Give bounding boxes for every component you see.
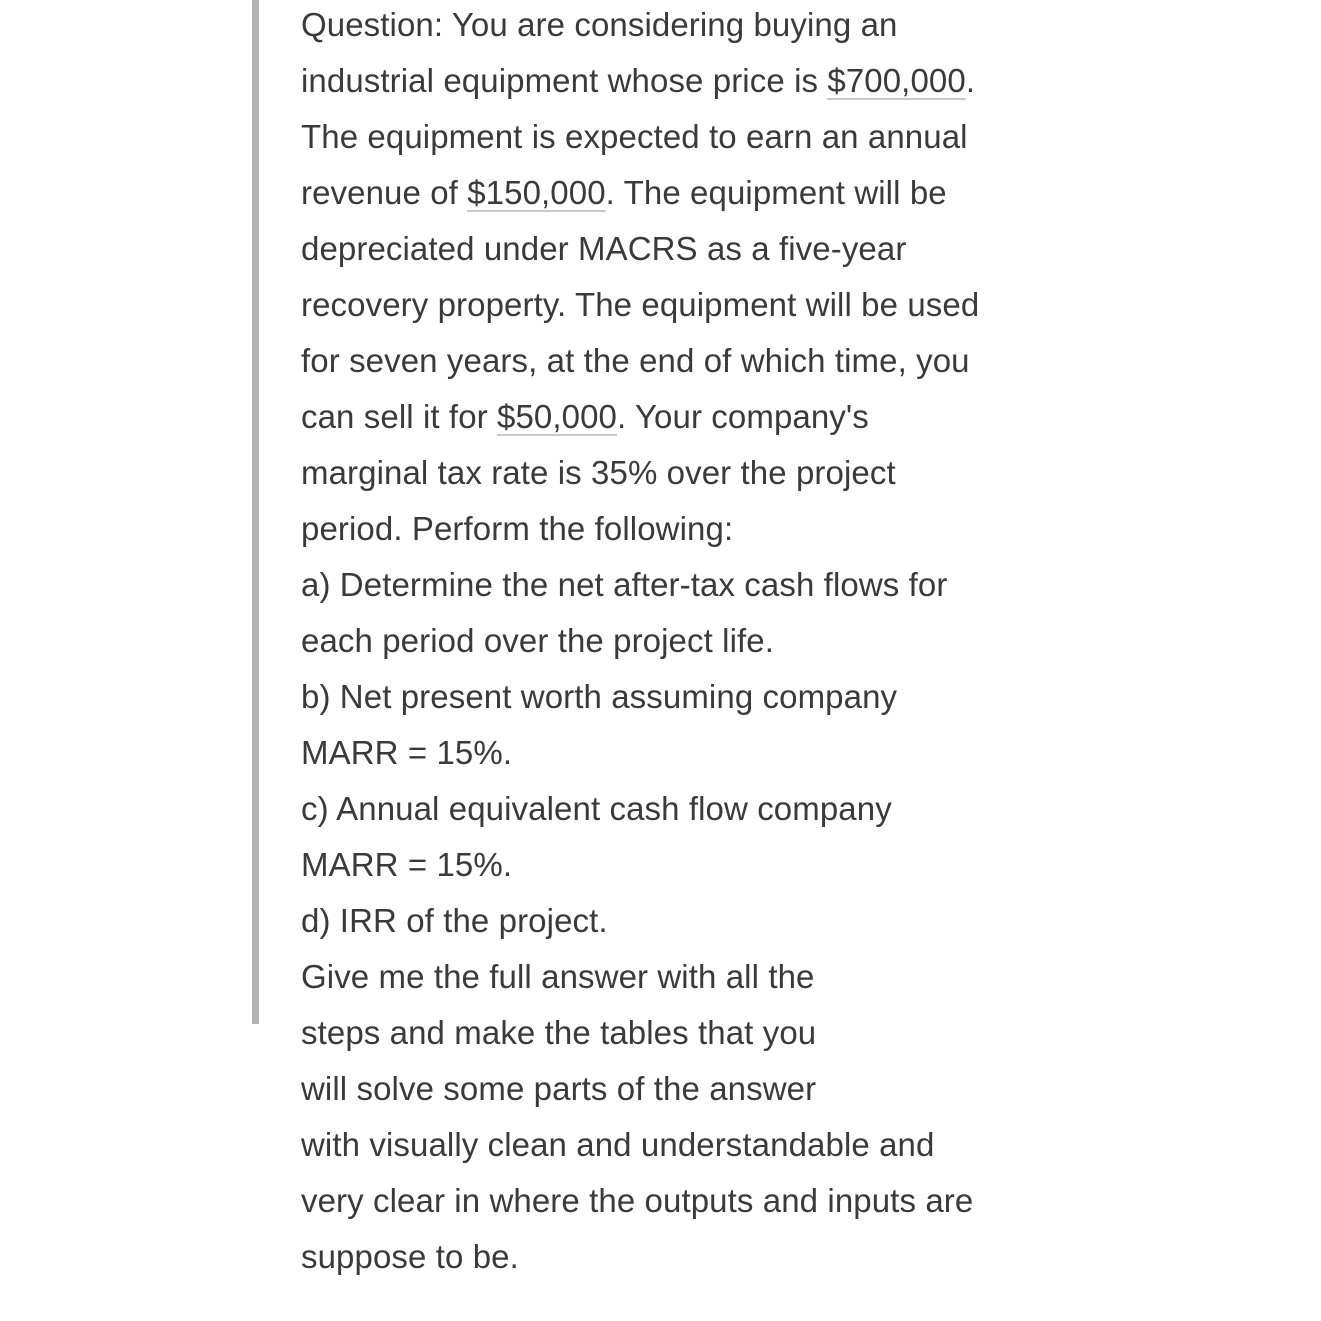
message-line-16: MARR = 15%. — [301, 846, 513, 883]
message-line-6: recovery property. The equipment will be used — [301, 286, 980, 323]
message-line-4: revenue of $150,000. The equipment will be — [301, 174, 947, 211]
message-line-1: Question: You are considering buying an — [301, 6, 898, 43]
message-text — [301, 0, 1061, 1285]
message-line-23: suppose to be. — [301, 1238, 519, 1275]
message-line-17: d) IRR of the project. — [301, 902, 608, 939]
salvage-amount[interactable]: $50,000 — [497, 398, 618, 435]
message-line-8: can sell it for $50,000. Your company's — [301, 398, 869, 435]
message-line-21: with visually clean and understandable and — [301, 1126, 935, 1163]
message-line-10: period. Perform the following: — [301, 510, 734, 547]
message-line-20: will solve some parts of the answer — [301, 1070, 817, 1107]
revenue-amount[interactable]: $150,000 — [467, 174, 606, 211]
message-line-13: b) Net present worth assuming company — [301, 678, 898, 715]
message-line-12: each period over the project life. — [301, 622, 775, 659]
message-line-7: for seven years, at the end of which time, you — [301, 342, 970, 379]
message-line-9: marginal tax rate is 35% over the project — [301, 454, 896, 491]
message-line-18: Give me the full answer with all the — [301, 958, 815, 995]
price-amount[interactable]: $700,000 — [827, 62, 966, 99]
message-line-14: MARR = 15%. — [301, 734, 513, 771]
message-line-11: a) Determine the net after-tax cash flows for — [301, 566, 948, 603]
message-line-19: steps and make the tables that you — [301, 1014, 817, 1051]
message-line-15: c) Annual equivalent cash flow company — [301, 790, 892, 827]
quote-bar — [252, 0, 259, 1024]
message-line-5: depreciated under MACRS as a five-year — [301, 230, 907, 267]
message-line-3: The equipment is expected to earn an annual — [301, 118, 968, 155]
message-line-22: very clear in where the outputs and inputs are — [301, 1182, 974, 1219]
message-line-2: industrial equipment whose price is $700,000. — [301, 62, 976, 99]
